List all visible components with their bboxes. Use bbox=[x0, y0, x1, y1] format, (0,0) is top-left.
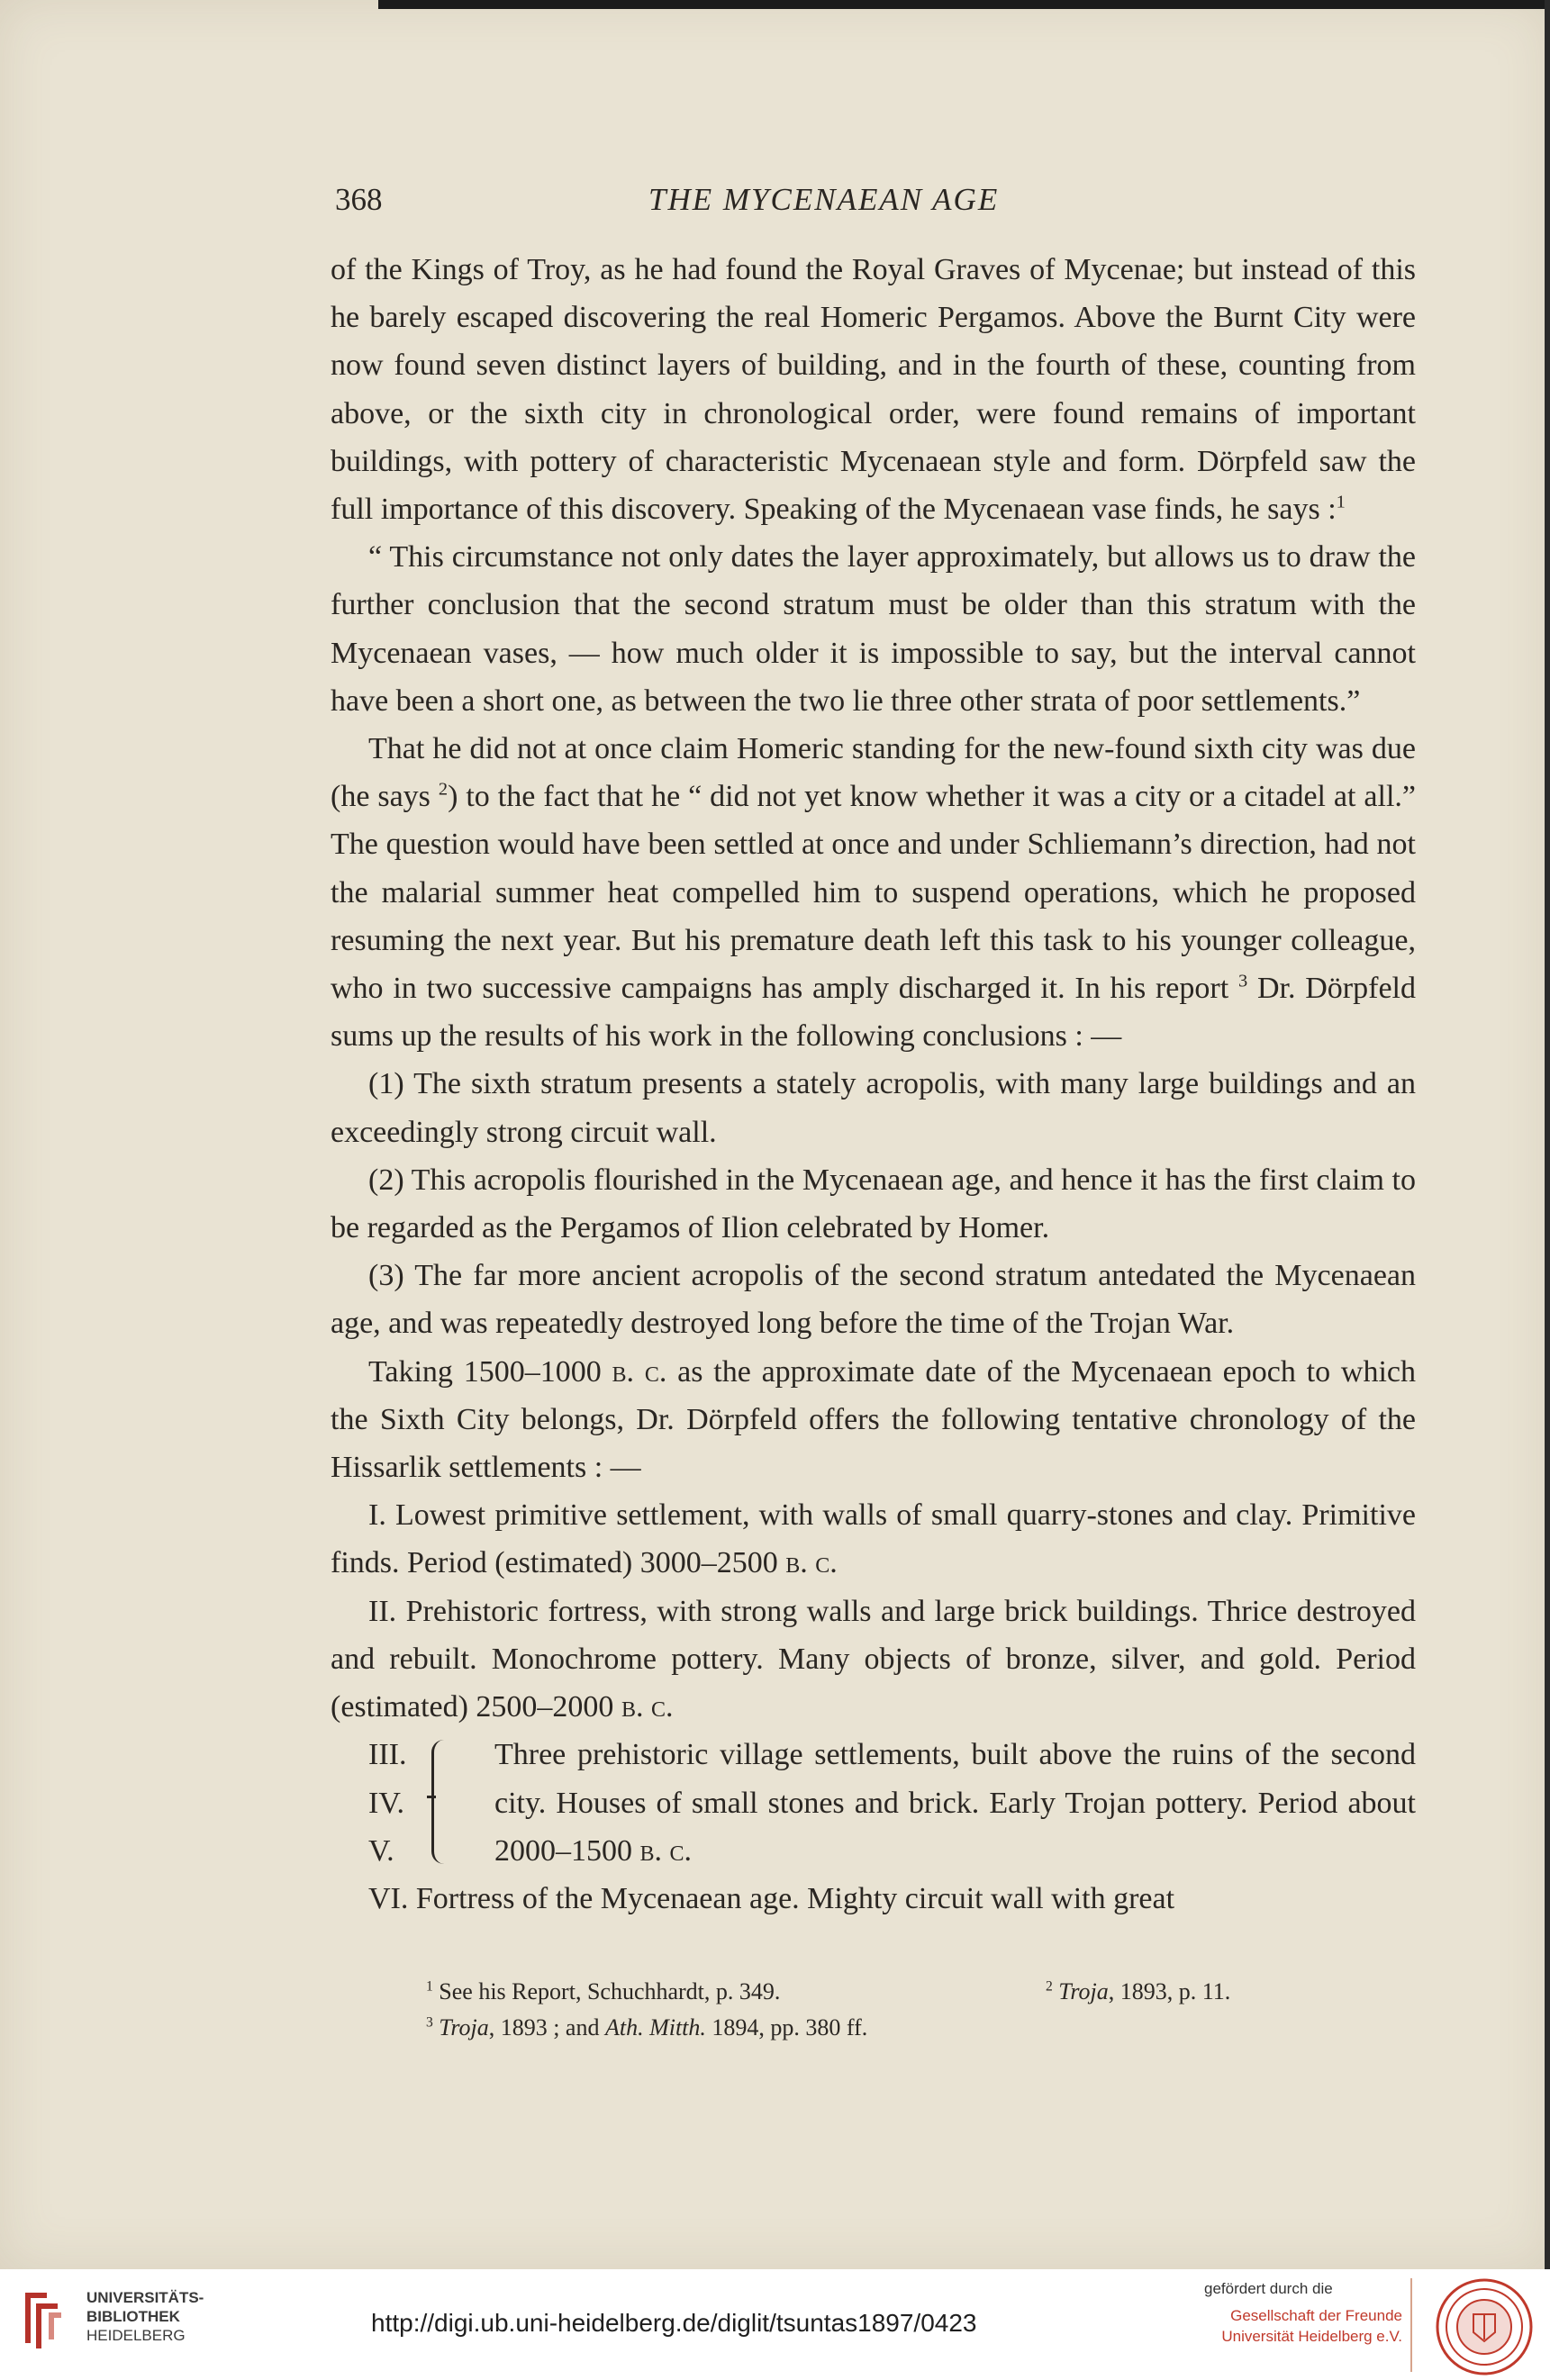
page-number: 368 bbox=[335, 182, 383, 217]
settlement-1: I. Lowest primitive settlement, with walls of small quarry-stones and clay. Primitive finds. Period (estimated) 3000–2500 b. c. bbox=[331, 1498, 1416, 1580]
footer-divider bbox=[1410, 2278, 1412, 2372]
footnote-ref: 2 bbox=[438, 779, 449, 800]
footnote-3: $^3$ Troja, 1893 ; and Ath. Mitth. 1894, pp. 380 ff. bbox=[426, 2014, 868, 2041]
footnote-ref: 1 bbox=[1336, 492, 1346, 512]
scan-edge-right bbox=[1545, 0, 1550, 2269]
conclusion-1: (1) The sixth stratum presents a stately acropolis, with many large buildings and an exceedingly strong circuit wall. bbox=[331, 1067, 1416, 1149]
paragraph: That he did not at once claim Homeric standing for the new-found sixth city was due (he says $^2$) to the fact that he “ did not yet know whether it was a city or a citadel at all.” The question would have been settled at once and under Schliemann’s direction, had not the malarial summer heat compelled him to suspend operations, which he proposed resuming the next year. But his premature death left this task to his younger colleague, who in two successive campaigns has amply discharged it. In his report $^3$ Dr. Dörpfeld sums up the results of his work in the following conclusions : — bbox=[331, 732, 1416, 1054]
paragraph: of the Kings of Troy, as he had found the Royal Graves of Mycenae; but instead of this he barely escaped discovering the real Homeric Pergamos. Above the Burnt City were now found seven distinct layers of building, and in the fourth of these, counting from above, or the sixth city in chronological order, were found remains of important buildings, with pottery of characteristic Mycenaean style and form. Dörpfeld saw the full importance of this discovery. Speaking of the Mycenaean vase finds, he says :$^1$ bbox=[331, 253, 1416, 527]
conclusion-3: (3) The far more ancient acropolis of the second stratum antedated the Mycenaean age, and was repeatedly destroyed long before the time of the Trojan War. bbox=[331, 1259, 1416, 1341]
running-title: THE MYCENAEAN AGE bbox=[648, 182, 1000, 217]
sponsor-label: gefördert durch die bbox=[1204, 2280, 1333, 2297]
paragraph: Taking 1500–1000 b. c. as the approximate date of the Mycenaean epoch to which the Sixth City belongs, Dr. Dörpfeld offers the following tentative chronology of the Hissarlik settlements : — bbox=[331, 1354, 1416, 1485]
sponsor-name: Gesellschaft der Freunde Universität Heidelberg e.V. bbox=[1221, 2307, 1402, 2345]
footnote-2: $^2$ Troja, 1893, p. 11. bbox=[1046, 1978, 1231, 2004]
settlement-6: VI. Fortress of the Mycenaean age. Mighty circuit wall with great bbox=[368, 1882, 1175, 1916]
university-seal-icon bbox=[1434, 2276, 1535, 2377]
scan-edge-top bbox=[378, 0, 1550, 9]
running-head bbox=[335, 182, 1416, 227]
settlement-2: II. Prehistoric fortress, with strong walls and large brick buildings. Thrice destroyed and rebuilt. Monochrome pottery. Many objects of bronze, silver, and gold. Period (estimated) 2500–2000 b. c. bbox=[331, 1594, 1416, 1724]
body-text bbox=[331, 246, 1416, 1923]
footnotes bbox=[426, 1974, 1417, 2046]
settlement-3-5: III. IV. V. Three prehistoric village settlements, built above the ruins of the second city. Houses of small stones and brick. Early Trojan pottery. Period about 2000–1500 b. c. bbox=[331, 1731, 1416, 1875]
footnote-1: $^1$ See his Report, Schuchhardt, p. 349. bbox=[426, 1978, 781, 2004]
permalink-url[interactable]: http://digi.ub.uni-heidelberg.de/diglit/tsuntas1897/0423 bbox=[371, 2309, 977, 2337]
conclusion-2: (2) This acropolis flourished in the Mycenaean age, and hence it has the first claim to be regarded as the Pergamos of Ilion celebrated by Homer. bbox=[331, 1163, 1416, 1245]
library-name: UNIVERSITÄTS- BIBLIOTHEK HEIDELBERG bbox=[86, 2289, 204, 2344]
roman-numerals: III. IV. V. bbox=[368, 1738, 407, 1868]
brace-bracket bbox=[431, 1740, 447, 1864]
quotation-paragraph: “ This circumstance not only dates the layer approximately, but allows us to draw the further conclusion that the second stratum must be older than this stratum with the Mycenaean vases, — how much older it is impossible to say, but the interval cannot have been a short one, as between the two lie three other strata of poor settlements.” bbox=[331, 540, 1416, 718]
footnote-ref: 3 bbox=[1237, 971, 1248, 991]
library-logo-icon bbox=[22, 2285, 65, 2350]
